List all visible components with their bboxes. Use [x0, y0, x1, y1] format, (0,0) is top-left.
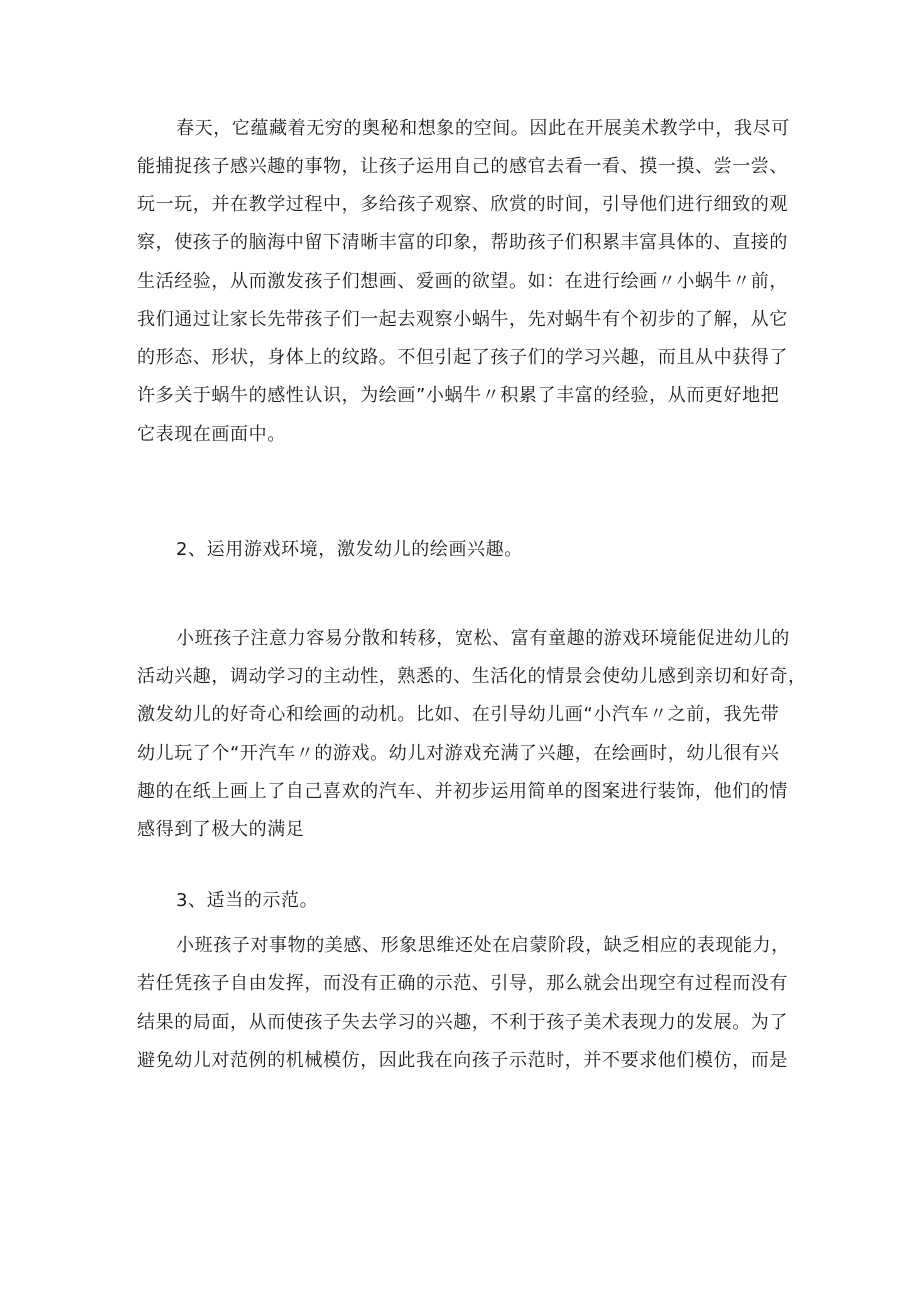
paragraph-3-line-2: 若任凭孩子自由发挥，而没有正确的示范、引导，那么就会出现空有过程而没有 [137, 973, 788, 994]
section-heading-3: 3、适当的示范。 [176, 890, 319, 911]
paragraph-1-line-8: 许多关于蜗牛的感性认识，为绘画”小蜗牛〃积累了丰富的经验，从而更好地把 [137, 385, 780, 406]
paragraph-2-line-4: 幼儿玩了个“开汽车〃的游戏。幼儿对游戏充满了兴趣，在绘画时，幼儿很有兴 [137, 743, 780, 764]
paragraph-1-line-1: 春天，它蕴藏着无穷的奥秘和想象的空间。因此在开展美术教学中，我尽可 [176, 118, 790, 139]
paragraph-2-line-3: 激发幼儿的好奇心和绘画的动机。比如、在引导幼儿画“小汽车〃之前，我先带 [137, 704, 780, 725]
paragraph-2-line-2: 活动兴趣，调动学习的主动性，熟悉的、生活化的情景会使幼儿感到亲切和好奇， [137, 666, 807, 687]
paragraph-2-line-6: 感得到了极大的满足 [137, 819, 305, 840]
section-heading-2: 2、运用游戏环境，激发幼儿的绘画兴趣。 [176, 539, 523, 560]
paragraph-1-line-2: 能捕捉孩子感兴趣的事物，让孩子运用自己的感官去看一看、摸一摸、尝一尝、 [137, 156, 788, 177]
paragraph-1-line-6: 我们通过让家长先带孩子们一起去观察小蜗牛，先对蜗牛有个初步的了解，从它 [137, 309, 788, 330]
paragraph-1-line-5: 生活经验，从而激发孩子们想画、爱画的欲望。如：在进行绘画〃小蜗牛〃前， [137, 271, 788, 292]
paragraph-1-line-3: 玩一玩，并在教学过程中，多给孩子观察、欣赏的时间，引导他们进行细致的观 [137, 194, 788, 215]
paragraph-3-line-1: 小班孩子对事物的美感、形象思维还处在启蒙阶段，缺乏相应的表现能力， [176, 935, 790, 956]
paragraph-1-line-7: 的形态、形状，身体上的纹路。不但引起了孩子们的学习兴趣，而且从中获得了 [137, 347, 788, 368]
paragraph-2-line-1: 小班孩子注意力容易分散和转移，宽松、富有童趣的游戏环境能促进幼儿的 [176, 628, 790, 649]
paragraph-3-line-3: 结果的局面，从而使孩子失去学习的兴趣，不利于孩子美术表现力的发展。为了 [137, 1012, 788, 1033]
paragraph-1-line-4: 察，使孩子的脑海中留下清晰丰富的印象，帮助孩子们积累丰富具体的、直接的 [137, 232, 788, 253]
paragraph-2-line-5: 趣的在纸上画上了自己喜欢的汽车、并初步运用简单的图案进行装饰，他们的情 [137, 781, 788, 802]
paragraph-3-line-4: 避免幼儿对范例的机械模仿，因此我在向孩子示范时，并不要求他们模仿，而是 [137, 1050, 788, 1071]
paragraph-1-line-9: 它表现在画面中。 [137, 424, 286, 445]
